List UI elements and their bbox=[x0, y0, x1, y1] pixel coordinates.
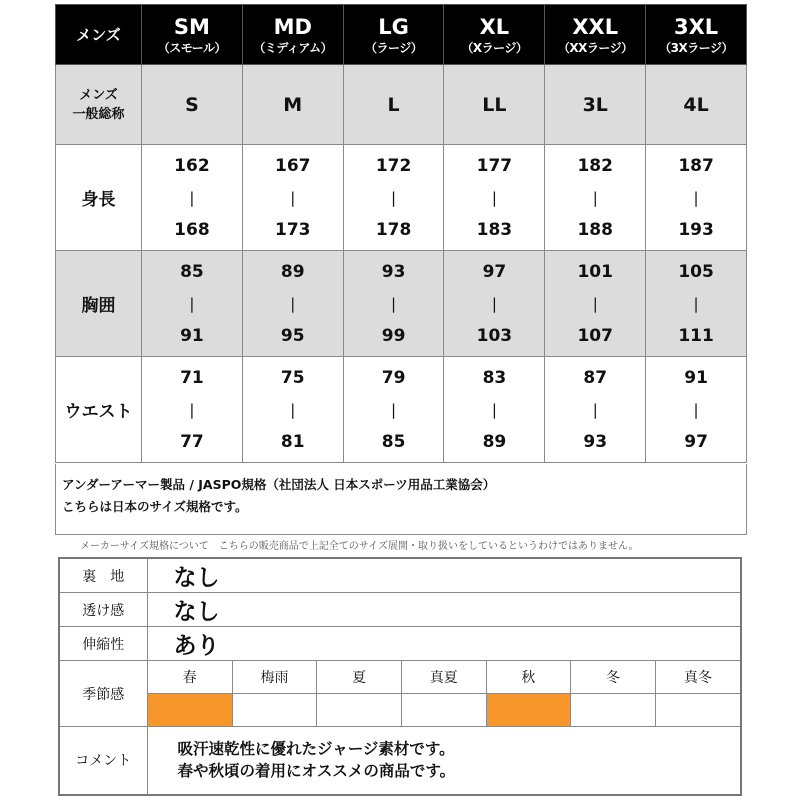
range-max: 107 bbox=[577, 325, 613, 346]
waist-cell bbox=[142, 357, 243, 463]
season-row bbox=[59, 661, 741, 727]
range-min: 93 bbox=[381, 261, 406, 282]
comment-label: コメント bbox=[59, 727, 147, 795]
season-mark bbox=[148, 694, 233, 727]
range-max: 93 bbox=[583, 431, 608, 452]
comment-row bbox=[59, 727, 741, 795]
range-separator: | bbox=[592, 294, 598, 313]
size-code: 3XL bbox=[673, 14, 719, 39]
range-separator: | bbox=[290, 294, 296, 313]
size-code: XL bbox=[479, 14, 510, 39]
size-header-md bbox=[242, 5, 343, 65]
range-min: 83 bbox=[482, 367, 507, 388]
size-sub: （3Xラージ） bbox=[659, 40, 733, 55]
season-mark bbox=[486, 694, 571, 727]
waist-row bbox=[56, 357, 747, 463]
size-sub: （ラージ） bbox=[364, 40, 423, 55]
comment-line: 吸汗速乾性に優れたジャージ素材です。 bbox=[177, 740, 455, 759]
range-separator: | bbox=[491, 400, 497, 419]
range-separator: | bbox=[592, 400, 598, 419]
season-label: 季節感 bbox=[59, 661, 147, 727]
season-mark bbox=[317, 694, 402, 727]
range-min: 167 bbox=[274, 155, 311, 176]
range-separator: | bbox=[491, 294, 497, 313]
range-min: 87 bbox=[583, 367, 608, 388]
range-max: 168 bbox=[174, 219, 210, 240]
chest-cell bbox=[142, 251, 243, 357]
range-min: 187 bbox=[678, 155, 714, 176]
height-label: 身長 bbox=[56, 145, 142, 251]
stretch-row bbox=[59, 627, 741, 661]
range-separator: | bbox=[391, 188, 397, 207]
stretch-value: あり bbox=[147, 627, 741, 661]
size-code: LG bbox=[378, 14, 409, 39]
season-name: 真夏 bbox=[401, 661, 486, 694]
season-mark bbox=[401, 694, 486, 727]
general-size-cell: M bbox=[242, 65, 343, 145]
range-max: 91 bbox=[180, 325, 204, 346]
range-max: 173 bbox=[274, 219, 311, 240]
range-min: 85 bbox=[180, 261, 204, 282]
lining-row bbox=[59, 558, 741, 593]
range-separator: | bbox=[491, 188, 497, 207]
season-grid bbox=[148, 661, 741, 726]
range-max: 85 bbox=[381, 431, 406, 452]
height-row bbox=[56, 145, 747, 251]
range-separator: | bbox=[189, 188, 195, 207]
waist-cell bbox=[343, 357, 444, 463]
range-min: 101 bbox=[577, 261, 613, 282]
range-min: 177 bbox=[476, 155, 513, 176]
season-name: 春 bbox=[148, 661, 233, 694]
range-max: 183 bbox=[476, 219, 513, 240]
range-min: 75 bbox=[280, 367, 305, 388]
season-mark bbox=[655, 694, 740, 727]
range-separator: | bbox=[592, 188, 598, 207]
range-separator: | bbox=[290, 400, 296, 419]
label-line: メンズ bbox=[79, 87, 118, 103]
label-line: 一般総称 bbox=[72, 106, 125, 122]
range-min: 97 bbox=[482, 261, 507, 282]
general-size-row bbox=[56, 65, 747, 145]
height-cell bbox=[646, 145, 747, 251]
size-disclaimer: メーカーサイズ規格について こちらの販売商品で上記全てのサイズ展開・取り扱いをしているというわけではありません。 bbox=[80, 541, 639, 552]
comment-value bbox=[147, 727, 741, 795]
size-header-row bbox=[56, 5, 747, 65]
note-line: アンダーアーマー製品 / JASPO規格（社団法人 日本スポーツ用品工業協会） bbox=[62, 477, 496, 492]
size-header-sm bbox=[142, 5, 243, 65]
range-max: 111 bbox=[678, 325, 714, 346]
season-marks-row bbox=[148, 694, 741, 727]
range-min: 89 bbox=[280, 261, 305, 282]
chest-cell bbox=[242, 251, 343, 357]
size-sub: （Xラージ） bbox=[461, 40, 528, 55]
range-separator: | bbox=[693, 294, 699, 313]
range-max: 77 bbox=[180, 431, 204, 452]
range-min: 91 bbox=[684, 367, 708, 388]
range-max: 81 bbox=[280, 431, 305, 452]
range-max: 188 bbox=[577, 219, 613, 240]
season-name: 夏 bbox=[317, 661, 402, 694]
size-code: MD bbox=[273, 14, 312, 39]
waist-cell bbox=[545, 357, 646, 463]
range-min: 162 bbox=[174, 155, 210, 176]
general-size-cell: LL bbox=[444, 65, 545, 145]
range-max: 103 bbox=[476, 325, 513, 346]
height-cell bbox=[444, 145, 545, 251]
note-line: こちらは日本のサイズ規格です。 bbox=[62, 499, 248, 514]
size-code: SM bbox=[173, 14, 210, 39]
general-size-cell: 3L bbox=[545, 65, 646, 145]
product-attributes-table bbox=[58, 557, 742, 796]
range-separator: | bbox=[189, 400, 195, 419]
general-size-cell: 4L bbox=[646, 65, 747, 145]
waist-label: ウエスト bbox=[56, 357, 142, 463]
chest-cell bbox=[444, 251, 545, 357]
range-separator: | bbox=[189, 294, 195, 313]
lining-label: 裏 地 bbox=[59, 558, 147, 593]
range-separator: | bbox=[391, 400, 397, 419]
range-max: 99 bbox=[381, 325, 406, 346]
size-header-3xl bbox=[646, 5, 747, 65]
waist-cell bbox=[646, 357, 747, 463]
season-name: 真冬 bbox=[655, 661, 740, 694]
stretch-label: 伸縮性 bbox=[59, 627, 147, 661]
general-size-cell: L bbox=[343, 65, 444, 145]
header-corner-label: メンズ bbox=[56, 5, 142, 65]
general-size-cell: S bbox=[142, 65, 243, 145]
size-header-xxl bbox=[545, 5, 646, 65]
chest-cell bbox=[545, 251, 646, 357]
size-header-lg bbox=[343, 5, 444, 65]
sheer-value: なし bbox=[147, 593, 741, 627]
season-name: 秋 bbox=[486, 661, 571, 694]
sheer-label: 透け感 bbox=[59, 593, 147, 627]
season-mark bbox=[571, 694, 656, 727]
range-max: 97 bbox=[684, 431, 708, 452]
range-min: 105 bbox=[678, 261, 714, 282]
range-min: 182 bbox=[577, 155, 613, 176]
size-code: XXL bbox=[572, 14, 619, 39]
season-names-row bbox=[148, 661, 741, 694]
height-cell bbox=[343, 145, 444, 251]
range-min: 79 bbox=[381, 367, 406, 388]
range-max: 178 bbox=[375, 219, 412, 240]
range-separator: | bbox=[693, 188, 699, 207]
size-sub: （XXラージ） bbox=[557, 40, 633, 55]
comment-line: 春や秋頃の着用にオススメの商品です。 bbox=[177, 762, 456, 781]
size-sub: （ミディアム） bbox=[253, 40, 333, 55]
chest-cell bbox=[343, 251, 444, 357]
size-standard-note bbox=[55, 464, 747, 535]
range-min: 71 bbox=[180, 367, 204, 388]
range-separator: | bbox=[290, 188, 296, 207]
chest-cell bbox=[646, 251, 747, 357]
sheer-row bbox=[59, 593, 741, 627]
range-max: 95 bbox=[280, 325, 305, 346]
range-max: 89 bbox=[482, 431, 507, 452]
chest-row bbox=[56, 251, 747, 357]
chest-label: 胸囲 bbox=[56, 251, 142, 357]
season-mark bbox=[232, 694, 317, 727]
size-header-xl bbox=[444, 5, 545, 65]
lining-value: なし bbox=[147, 558, 741, 593]
season-grid-cell bbox=[147, 661, 741, 727]
height-cell bbox=[545, 145, 646, 251]
size-chart-table bbox=[55, 4, 747, 463]
range-min: 172 bbox=[375, 155, 412, 176]
size-sub: （スモール） bbox=[157, 40, 227, 55]
height-cell bbox=[142, 145, 243, 251]
season-name: 梅雨 bbox=[232, 661, 317, 694]
range-max: 193 bbox=[678, 219, 714, 240]
season-name: 冬 bbox=[571, 661, 656, 694]
range-separator: | bbox=[391, 294, 397, 313]
range-separator: | bbox=[693, 400, 699, 419]
height-cell bbox=[242, 145, 343, 251]
general-size-label bbox=[56, 65, 142, 145]
waist-cell bbox=[242, 357, 343, 463]
waist-cell bbox=[444, 357, 545, 463]
